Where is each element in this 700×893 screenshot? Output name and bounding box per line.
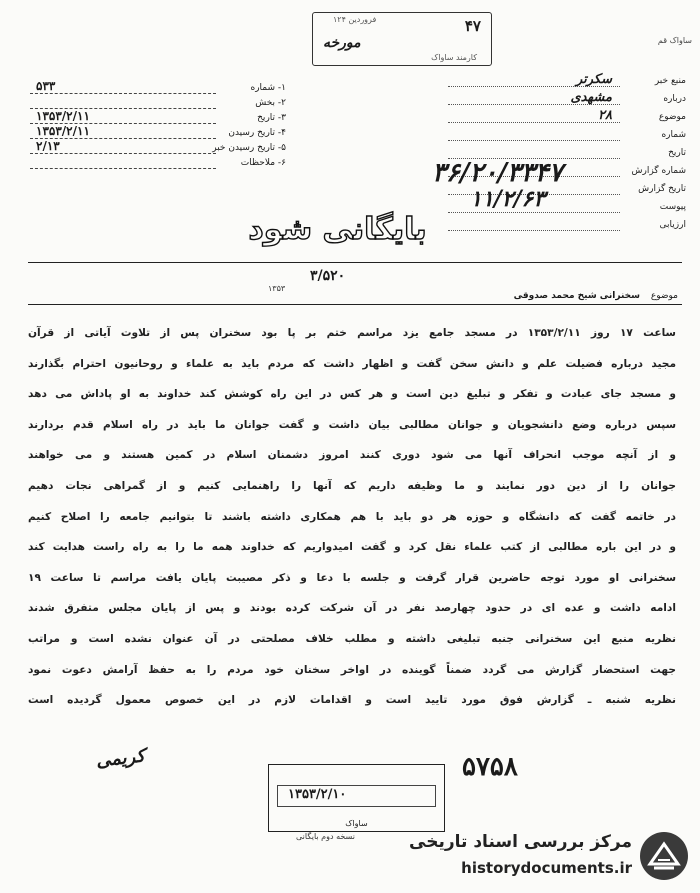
right-form-line <box>448 122 620 123</box>
left-form-line <box>30 153 216 154</box>
body-line: ادامه داشت و عده ای در حدود چهارصد نفر در آن شرکت کرده بودند و پس از پایان مجلس متفرق شدند <box>28 602 676 615</box>
watermark <box>409 826 690 886</box>
receipt-stamp-caption: ساواک <box>345 819 368 828</box>
right-form-row <box>440 92 690 110</box>
right-form-row <box>440 110 690 128</box>
body-line: مجید درباره فضیلت علم و دانش سخن گفت و اظهار داشت که مردم باید به علماء و روحانیون احترام بگذارند <box>28 357 676 370</box>
stamp-number: ۴۷ <box>464 17 481 35</box>
report-number: ۳۶/۲۰/۳۳۴۷ <box>432 158 563 188</box>
body-line: و مسجد جای عبادت و تفکر و تبلیغ دین است و هر کس در این راه کوشش کند خداوند به او پاداش می دهد <box>28 388 676 401</box>
left-header-form <box>30 79 288 172</box>
body-line: نظریه شنبه ـ گزارش فوق مورد تایید است و اقدامات لازم در این خصوص معمول گردیده است <box>28 694 676 707</box>
document-number: ۵۷۵۸ <box>462 752 518 782</box>
left-form-row <box>30 157 288 172</box>
right-form-label: ارزیابی <box>659 220 686 230</box>
body-line: در خاتمه گفت که دانشگاه و حوزه هر دو باید با هم همکاری داشته باشند تا بتوانیم جامعه را اصلاح کنیم <box>28 510 676 523</box>
right-form-label: موضوع <box>658 112 686 122</box>
body-line: جهت استحضار گزارش می گردد ضمناً گوینده در اواخر سخنان خود مردم را به حفظ آرامش دعوت نمود <box>28 663 676 676</box>
body-line: سخنرانی او مورد توجه حاضرین قرار گرفت و جلسه با دعا و ذکر مصیبت پایان یافت مراسم تا ساعت ۱۹ <box>28 571 676 584</box>
reference-stamp <box>312 12 492 66</box>
stamp-caption-bottom: کارمند ساواک <box>431 53 477 62</box>
right-form-label: تاریخ <box>668 148 686 158</box>
right-form-row <box>440 218 690 236</box>
body-line: ساعت ۱۷ روز ۱۳۵۳/۲/۱۱ در مسجد جامع یزد مراسم ختم بر پا بود سخنران پس از تلاوت آیاتی از قرآن <box>28 327 676 339</box>
subject-divider <box>28 304 682 305</box>
right-form-row <box>440 128 690 146</box>
filed-ref: ۱۳۵۳ <box>268 284 286 293</box>
office-label: ساواک قم <box>657 36 692 45</box>
left-form-label: ۴- تاریخ رسیدن <box>228 128 286 138</box>
archive-caption: نسخه دوم بایگانی <box>296 832 355 841</box>
right-form-line <box>448 230 620 231</box>
left-form-value: ۱۳۵۳/۲/۱۱ <box>36 109 90 123</box>
right-form-value: ۲۸ <box>598 108 612 123</box>
signature: کریمی <box>95 745 146 772</box>
subject-label: موضوع <box>650 291 678 301</box>
left-form-row <box>30 79 288 97</box>
right-form-line <box>448 140 620 141</box>
watermark-url: historydocuments.ir <box>461 859 632 877</box>
right-form-label: درباره <box>663 94 686 104</box>
left-form-value: ۵۳۳ <box>36 79 56 93</box>
left-form-line <box>30 168 216 169</box>
stamp-signature: مورخه <box>323 35 361 51</box>
header-divider <box>28 262 682 263</box>
right-form-label: شماره <box>661 130 686 140</box>
right-form-line <box>448 212 620 213</box>
subject-line <box>514 291 678 301</box>
report-date: ۱۱/۲/۶۳ <box>470 186 546 212</box>
receipt-stamp-number: ۱۳۵۳/۲/۱۰ <box>288 787 347 802</box>
left-form-row <box>30 139 288 157</box>
body-line: سپس درباره وضع دانشجویان و جوانان مطالبی بیان داشت و گفت جوانان ما باید در راه اسلام قدم بردارند <box>28 418 676 431</box>
body-line: جوانان را از دین دور نمایند و ما وظیفه داریم که آنها را راهنمایی کنیم و از گمراهی نجات دهیم <box>28 479 676 492</box>
left-form-label: ۳- تاریخ <box>257 113 286 123</box>
body-line: نظریه منبع این سخنرانی جنبه تبلیغی داشته و مطلب خلاف مصلحتی در آن عنوان نشده است و مراتب <box>28 632 676 645</box>
left-form-value: ۲/۱۳ <box>36 139 60 153</box>
left-form-label: ۱- شماره <box>250 83 286 93</box>
left-form-label: ۶- ملاحظات <box>240 158 286 168</box>
filed-stamp: بایگانی شود <box>248 212 427 247</box>
right-form-value: سکرتر <box>575 72 612 87</box>
archive-logo-icon <box>638 830 690 882</box>
body-line: و از آنچه موجب انحراف آنها می شود دوری کنند امروز دشمنان اسلام در کمین هستند و می خواهند <box>28 449 676 462</box>
right-form-label: منبع خبر <box>654 76 686 86</box>
report-body <box>28 318 676 716</box>
watermark-title: مرکز بررسی اسناد تاریخی <box>409 832 632 852</box>
right-form-label: پیوست <box>659 202 686 212</box>
right-form-value: مشهدی <box>570 90 612 105</box>
left-form-value: ۱۳۵۳/۲/۱۱ <box>36 124 90 138</box>
body-line: و در این باره مطالبی از کتب علماء نقل کرد و گفت امیدواریم که خداوند همه ما را به راه راست هدایت کند <box>28 541 676 554</box>
left-form-label: ۲- بخش <box>255 98 286 108</box>
filed-date: ۳/۵۲۰ <box>310 268 346 284</box>
left-form-line <box>30 93 216 94</box>
subject-value: سخنرانی شیخ محمد صدوقی <box>513 291 640 301</box>
stamp-caption: ۱۲۴ فروردین <box>333 15 377 24</box>
left-form-row <box>30 124 288 142</box>
receipt-stamp-box <box>277 785 436 807</box>
right-form-label: تاریخ گزارش <box>638 184 686 194</box>
receipt-stamp <box>268 764 445 832</box>
right-form-row <box>440 74 690 92</box>
left-form-label: ۵- تاریخ رسیدن خبر <box>212 143 286 153</box>
right-form-label: شماره گزارش <box>631 166 686 176</box>
